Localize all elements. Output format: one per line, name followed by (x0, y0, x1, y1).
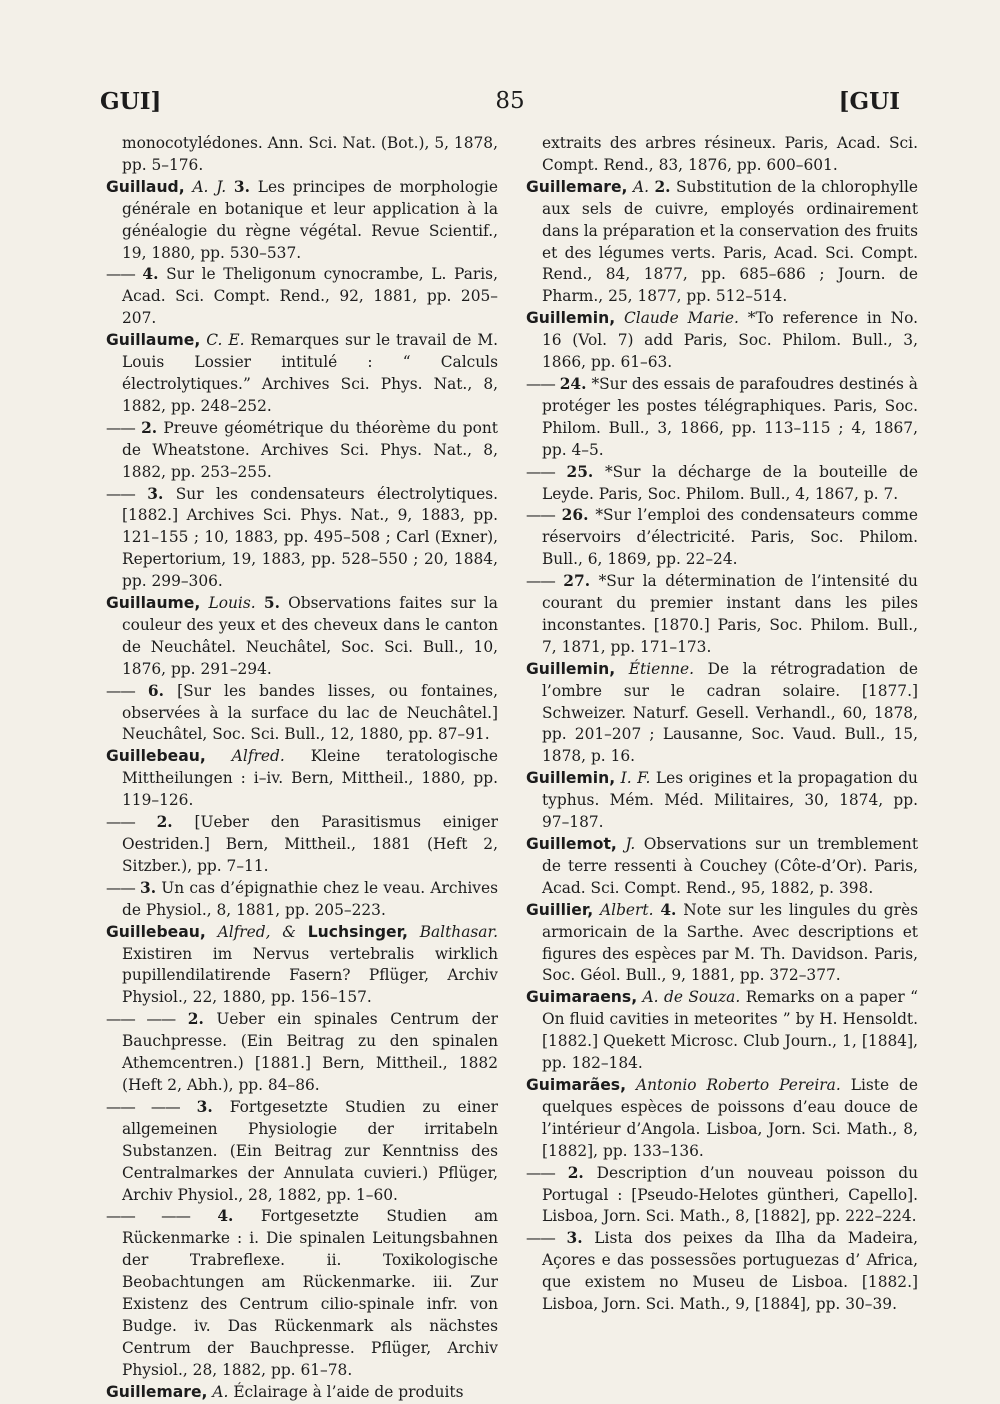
entry-number: 6. (147, 681, 164, 700)
running-head-right: [GUI (838, 88, 900, 115)
entry-text: [Ueber den Parasitismus einiger Oestriden.] Bern, Mittheil., 1881 (Heft 2, Sitzber.), pp. 7–11. (122, 813, 498, 875)
bibliography-entry (106, 1009, 498, 1097)
entry-text: Liste de quelques espèces de poissons d’eau douce de l’intérieur d’Angola. Lisboa, Jorn. Sci. Math., 8, [1882], pp. 133–136. (542, 1075, 918, 1160)
right-column (526, 133, 918, 1316)
ditto-dash: —— —— (106, 1207, 190, 1226)
author-given-name: I. F. (620, 769, 651, 788)
entry-text: *To reference in No. 16 (Vol. 7) add Paris, Soc. Philom. Bull., 3, 1866, pp. 61–63. (542, 309, 918, 372)
author-given-name: Étienne. (628, 659, 695, 678)
bibliography-entry (526, 987, 918, 1075)
author-given-name: Alfred. (231, 747, 285, 766)
author-given-name: Louis. (208, 594, 256, 613)
author-given-name: A. J. (192, 177, 227, 196)
entry-number: 4. (217, 1207, 234, 1226)
bibliography-entry (106, 681, 498, 747)
ditto-dash: —— (526, 462, 555, 481)
bibliography-entry (526, 133, 918, 177)
entry-number: 2. (567, 1163, 584, 1182)
bibliography-entry (526, 834, 918, 900)
bibliography-entry (526, 1228, 918, 1316)
entry-number: 2. (187, 1010, 204, 1029)
entry-text: Sur le Theligonum cynocrambe, L. Paris, Acad. Sci. Compt. Rend., 92, 1881, pp. 205–207. (122, 265, 498, 328)
ditto-dash: —— (106, 265, 135, 284)
ditto-dash: —— (106, 418, 135, 437)
entry-number: 2. (141, 418, 158, 437)
ditto-dash: —— (526, 1163, 555, 1182)
entry-text: Existiren im Nervus vertebralis wirklich pupillendilatirende Fasern? Pflüger, Archiv Physiol., 22, 1880, pp. 156–157. (122, 944, 498, 1007)
ditto-dash: —— (526, 1229, 555, 1248)
ditto-dash: —— (526, 506, 555, 525)
author-given-name: J. (625, 835, 636, 853)
entry-text: monocotylédones. Ann. Sci. Nat. (Bot.), 5, 1878, pp. 5–176. (122, 134, 498, 174)
entry-text: *Sur la décharge de la bouteille de Leyde. Paris, Soc. Philom. Bull., 4, 1867, p. 7. (542, 462, 918, 503)
page-number: 85 (495, 88, 525, 114)
bibliography-entry (106, 922, 498, 1010)
bibliography-entry (106, 1206, 498, 1381)
author-given-name: Balthasar. (419, 922, 498, 941)
bibliography-entry (106, 1097, 498, 1207)
ditto-dash: —— —— (106, 1097, 180, 1116)
ditto-dash: —— (106, 878, 135, 897)
bibliography-entry (526, 571, 918, 659)
entry-number: 3. (140, 878, 157, 897)
entry-number: 4. (660, 900, 677, 919)
entry-text: Fortgesetzte Studien am Rückenmarke : i. Die spinalen Leitungsbahnen der Trabreflexe. ii. Toxikologische Beobachtungen am Rückenmarke. iii. Zur Existenz des Centrum cilio-spinale infr. von Budge. iv. Das Rückenmark als nächstes Centrum der Bauchpresse. Pflüger, Archiv Physiol., 28, 1882, pp. 61–78. (122, 1207, 498, 1379)
entry-text: Kleine teratologische Mittheilungen : i–iv. Bern, Mittheil., 1880, pp. 119–126. (122, 747, 498, 810)
author-name: Guillaud, (106, 177, 185, 196)
entry-text: Sur les condensateurs électrolytiques. [1882.] Archives Sci. Phys. Nat., 9, 1883, pp. 121–155 ; 10, 1883, pp. 495–508 ; Carl (Exner), Repertorium, 19, 1883, pp. 528–550 ; 20, 1884, pp. 299–306. (122, 484, 498, 591)
entry-text: Substitution de la chlorophylle aux sels de cuivre, employés ordinairement dans la préparation et la conservation des fruits et des légumes verts. Paris, Acad. Sci. Compt. Rend., 84, 1877, pp. 685–686 ; Journ. de Pharm., 25, 1877, pp. 512–514. (542, 177, 918, 306)
author-name: Guimarães, (526, 1075, 627, 1094)
author-given-name: C. E. (206, 331, 245, 350)
bibliography-entry (526, 505, 918, 571)
bibliography-entry (526, 308, 918, 374)
entry-text: *Sur la détermination de l’intensité du courant du premier instant dans les piles inconstantes. [1870.] Paris, Soc. Philom. Bull., 7, 1871, pp. 171–173. (542, 572, 918, 656)
entry-number: 24. (559, 374, 587, 393)
author-name: Guillebeau, (106, 922, 206, 941)
entry-number: 25. (566, 462, 594, 481)
entry-number: 3. (196, 1097, 213, 1116)
ditto-dash: —— (106, 681, 135, 700)
left-column (106, 133, 498, 1404)
author-given-name: Claude Marie. (624, 309, 739, 328)
author-given-name: Alfred, & (217, 922, 296, 941)
entry-text: Fortgesetzte Studien zu einer allgemeinen Physiologie der irritabeln Substanzen. (Ein Beitrag zur Kenntniss des Centralmarkes der Annulata cuvieri.) Pflüger, Archiv Physiol., 28, 1882, pp. 1–60. (122, 1097, 498, 1204)
entry-number: 2. (156, 813, 173, 832)
entry-number: 3. (566, 1229, 583, 1248)
entry-text: [Sur les bandes lisses, ou fontaines, observées à la surface du lac de Neuchâtel.] Neuchâtel, Soc. Sci. Bull., 12, 1880, pp. 87–91. (122, 681, 498, 744)
bibliography-entry (106, 878, 498, 922)
bibliography-entry (526, 177, 918, 308)
entry-number: 5. (263, 594, 280, 613)
author-name: Guillemin, (526, 769, 616, 788)
author-name: Guillaume, (106, 594, 201, 613)
ditto-dash: —— (106, 484, 135, 503)
author-given-name: A. (632, 177, 649, 196)
ditto-dash: —— (526, 374, 555, 393)
author-given-name: A. (212, 1382, 229, 1401)
entry-text: De la rétrogradation de l’ombre sur le cadran solaire. [1877.] Schweizer. Naturf. Gesell. Verhandl., 60, 1878, pp. 201–207 ; Lausanne, Soc. Vaud. Bull., 15, 1878, p. 16. (542, 659, 918, 766)
author-name: Guillaume, (106, 331, 201, 350)
bibliography-entry (526, 1163, 918, 1229)
entry-text: Remarques sur le travail de M. Louis Lossier intitulé : “ Calculs électrolytiques.” Archives Sci. Phys. Nat., 8, 1882, pp. 248–252. (122, 331, 498, 415)
bibliography-entry (106, 264, 498, 330)
bibliography-entry (526, 462, 918, 506)
ditto-dash: —— (526, 572, 555, 591)
ditto-dash: —— (106, 813, 135, 832)
entry-text: Observations faites sur la couleur des yeux et des cheveux dans le canton de Neuchâtel. Neuchâtel, Soc. Sci. Bull., 10, 1876, pp. 291–294. (122, 594, 498, 678)
author-name: Guimaraens, (526, 988, 638, 1007)
author-given-name: A. de Souza. (642, 988, 741, 1007)
author-given-name: Antonio Roberto Pereira. (636, 1075, 841, 1094)
bibliography-entry (106, 177, 498, 265)
author-name: Guillemare, (526, 177, 628, 196)
bibliography-entry (106, 593, 498, 681)
entry-number: 3. (233, 177, 250, 196)
entry-text: Preuve géométrique du théorème du pont de Wheatstone. Archives Sci. Phys. Nat., 8, 1882, pp. 253–255. (122, 418, 498, 481)
entry-text: *Sur l’emploi des condensateurs comme réservoirs d’électricité. Paris, Soc. Philom. Bull., 6, 1869, pp. 22–24. (542, 506, 918, 569)
running-head-left: GUI] (100, 88, 162, 115)
author-name: Guillemare, (106, 1382, 208, 1401)
author-name: Guillemin, (526, 309, 616, 328)
author-name: Guillebeau, (106, 747, 206, 766)
bibliography-entry (106, 484, 498, 594)
entry-text: Les origines et la propagation du typhus. Mém. Méd. Militaires, 30, 1874, pp. 97–187. (542, 769, 918, 832)
entry-text: Remarks on a paper “ On fluid cavities in meteorites ” by H. Hensoldt. [1882.] Quekett Microsc. Club Journ., 1, [1884], pp. 182–184. (542, 988, 918, 1073)
bibliography-entry (526, 768, 918, 834)
bibliography-entry (106, 418, 498, 484)
entry-number: 4. (142, 265, 159, 284)
entry-text: Lista dos peixes da Ilha da Madeira, Açores e das possessões portuguezas d’ Africa, que existem no Museu de Lisboa. [1882.] Lisboa, Jorn. Sci. Math., 9, [1884], pp. 30–39. (542, 1229, 918, 1314)
ditto-dash: —— —— (106, 1010, 176, 1029)
entry-text: Observations sur un tremblement de terre ressenti à Couchey (Côte-d’Or). Paris, Acad. Sci. Compt. Rend., 95, 1882, p. 398. (542, 835, 918, 897)
bibliography-entry (106, 746, 498, 812)
entry-text: Un cas d’épignathie chez le veau. Archives de Physiol., 8, 1881, pp. 205–223. (122, 878, 498, 919)
entry-text: Description d’un nouveau poisson du Portugal : [Pseudo-Helotes güntheri, Capello]. Lisboa, Jorn. Sci. Math., 8, [1882], pp. 222–224. (542, 1163, 918, 1226)
entry-text: Éclairage à l’aide de produits (233, 1382, 464, 1401)
entry-number: 2. (654, 177, 671, 196)
bibliography-entry (526, 1075, 918, 1163)
bibliography-entry (526, 659, 918, 769)
bibliography-entry (106, 330, 498, 418)
entry-text: extraits des arbres résineux. Paris, Acad. Sci. Compt. Rend., 83, 1876, pp. 600–601. (542, 134, 918, 174)
entry-number: 3. (147, 484, 164, 503)
entry-number: 27. (563, 572, 591, 591)
author-name: Luchsinger, (307, 922, 408, 941)
bibliography-entry (106, 1382, 498, 1404)
entry-text: *Sur des essais de parafoudres destinés à protéger les postes télégraphiques. Paris, Soc. Philom. Bull., 3, 1866, pp. 113–115 ; 4, 1867, pp. 4–5. (542, 374, 918, 459)
bibliography-entry (526, 374, 918, 462)
entry-number: 26. (561, 506, 589, 525)
bibliography-entry (526, 900, 918, 988)
entry-text: Ueber ein spinales Centrum der Bauchpresse. (Ein Beitrag zu den spinalen Athemcentren.) [1881.] Bern, Mittheil., 1882 (Heft 2, Abh.), pp. 84–86. (122, 1010, 498, 1094)
bibliography-entry (106, 812, 498, 878)
author-given-name: Albert. (600, 900, 654, 919)
author-name: Guillemin, (526, 659, 616, 678)
author-name: Guillier, (526, 900, 594, 919)
entry-text: Les principes de morphologie générale en botanique et leur application à la généalogie du règne végétal. Revue Scientif., 19, 1880, pp. 530–537. (122, 177, 498, 262)
author-name: Guillemot, (526, 835, 617, 853)
bibliography-entry (106, 133, 498, 177)
entry-text: Note sur les lingules du grès armoricain de la Sarthe. Avec descriptions et figures des espèces par M. Th. Davidson. Paris, Soc. Géol. Bull., 9, 1881, pp. 372–377. (542, 900, 918, 985)
